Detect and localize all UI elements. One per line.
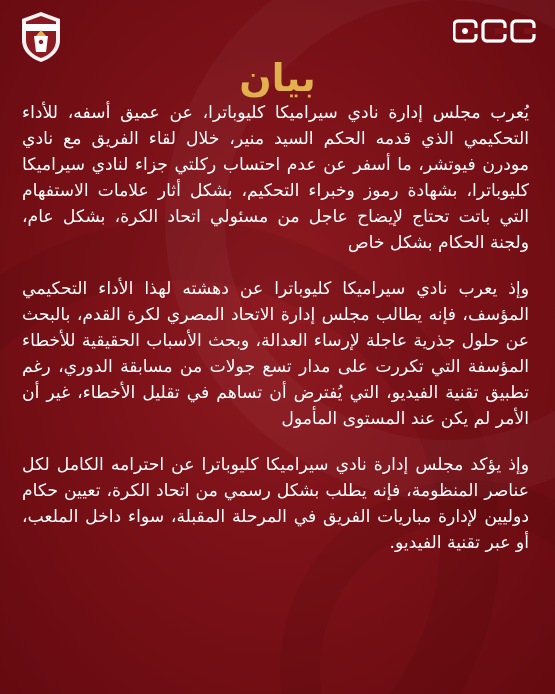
- statement-paragraph: وإذ يؤكد مجلس إدارة نادي سيراميكا كليوباترا عن احترامه الكامل لكل عناصر المنظومة، فإنه يطلب بشكل رسمي من اتحاد الكرة، تعيين حكام دوليين لإدارة مباريات الفريق في المرحلة المقبلة، سواء داخل الملعب، أو عبر تقنية الفيديو.: [22, 455, 529, 553]
- statement-body: [22, 100, 529, 556]
- statement-paragraph: وإذ يعرب نادي سيراميكا كليوباترا عن دهشته لهذا الأداء التحكيمي المؤسف، فإنه يطالب مجلس إدارة الاتحاد المصري لكرة القدم، بالبحث عن حلول جذرية عاجلة لإرساء العدالة، وبحث الأسباب الحقيقية للأخطاء المؤسفة التي تكررت على مدار تسع جولات من مسابقة الدوري، رغم تطبيق تقنية الفيديو، التي يُفترض أن تساهم في تقليل الأخطاء، غير أن الأمر لم يكن عند المستوى المأمول: [22, 279, 529, 429]
- ccc-logo-icon: [453, 18, 539, 44]
- statement-paragraph: يُعرب مجلس إدارة نادي سيراميكا كليوباترا، عن عميق أسفه، للأداء التحكيمي الذي قدمه الحكم السيد منير، خلال لقاء الفريق مع نادي مودرن فيوتشر، ما أسفر عن عدم احتساب ركلتي جزاء لنادي سيراميكا كليوباترا، بشهادة رموز وخبراء التحكيم، بشكل أثار علامات الاستفهام التي باتت تحتاج لإيضاح عاجل من مسئولي اتحاد الكرة، بشكل عام، ولجنة الحكام بشكل خاص: [22, 103, 529, 253]
- page-title: بيان: [239, 56, 316, 100]
